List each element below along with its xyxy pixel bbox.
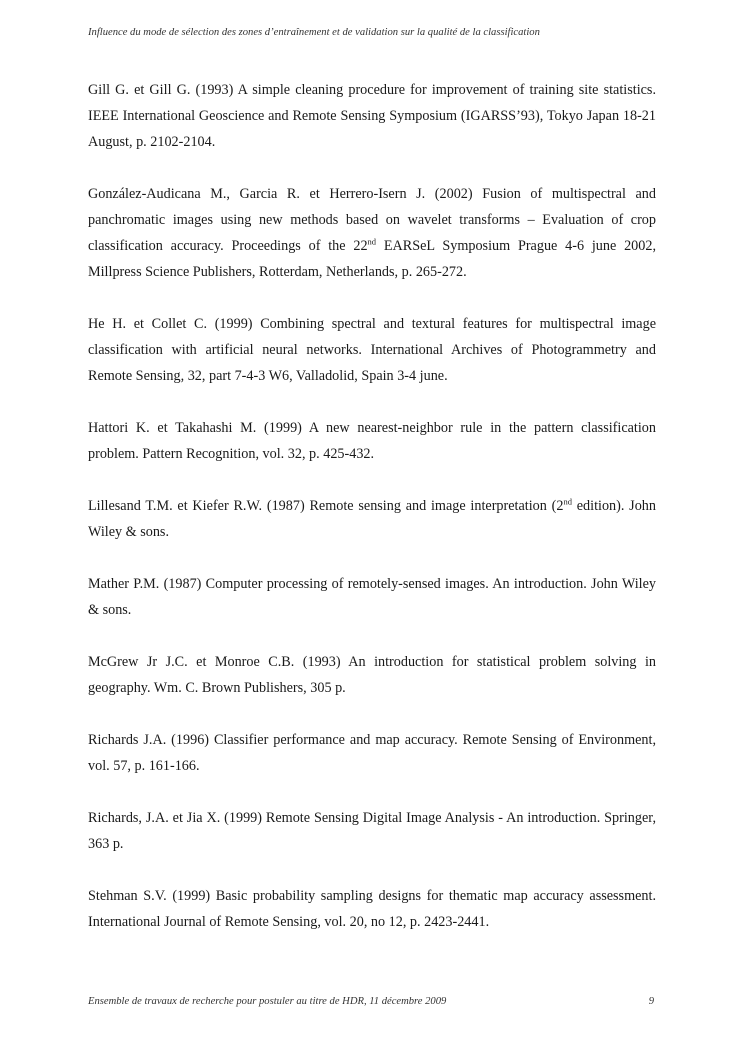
reference-richards-jia-1999: Richards, J.A. et Jia X. (1999) Remote Sensing Digital Image Analysis - An introduction. Springer, 363 p. <box>88 810 656 852</box>
reference-gonzalez-audicana-2002 <box>88 181 656 285</box>
page-number: 9 <box>648 996 654 1007</box>
ordinal-suffix: nd <box>367 236 377 247</box>
reference-text-part: Lillesand T.M. et Kiefer R.W. (1987) Remote sensing and image interpretation (2 <box>88 498 564 514</box>
reference-text-part: EARSeL Symposium Prague 4-6 june 2002, Millpress Science Publishers, Rotterdam, Netherlands, p. 265-272. <box>88 238 656 280</box>
ordinal-suffix: nd <box>563 496 572 507</box>
reference-text-part: edition). John Wiley & sons. <box>88 498 656 540</box>
reference-stehman-1999: Stehman S.V. (1999) Basic probability sampling designs for thematic map accuracy assessment. International Journal of Remote Sensing, vol. 20, no 12, p. 2423-2441. <box>88 888 656 930</box>
reference-lillesand-1987 <box>88 493 656 545</box>
reference-hattori-1999: Hattori K. et Takahashi M. (1999) A new nearest-neighbor rule in the pattern classification problem. Pattern Recognition, vol. 32, p. 425-432. <box>88 420 656 462</box>
footer-text: Ensemble de travaux de recherche pour postuler au titre de HDR, 11 décembre 2009 <box>88 996 447 1007</box>
reference-he-1999: He H. et Collet C. (1999) Combining spectral and textural features for multispectral image classification with artificial neural networks. International Archives of Photogrammetry and Remote Sensing, 32, part 7-4-3 W6, Valladolid, Spain 3-4 june. <box>88 316 656 384</box>
reference-list <box>88 77 656 961</box>
reference-richards-1996: Richards J.A. (1996) Classifier performance and map accuracy. Remote Sensing of Environment, vol. 57, p. 161-166. <box>88 732 656 774</box>
running-header: Influence du mode de sélection des zones d’entraînement et de validation sur la qualité de la classification <box>88 27 540 38</box>
reference-gill-1993: Gill G. et Gill G. (1993) A simple cleaning procedure for improvement of training site statistics. IEEE International Geoscience and Remote Sensing Symposium (IGARSS’93), Tokyo Japan 18-21 August, p. 2102-2104. <box>88 82 656 150</box>
reference-text-part: González-Audicana M., Garcia R. et Herrero-Isern J. (2002) Fusion of multispectral and panchromatic images using new methods based on wavelet transforms – Evaluation of crop classification accuracy. Proceedings of the 22 <box>88 186 656 254</box>
reference-mcgrew-1993: McGrew Jr J.C. et Monroe C.B. (1993) An introduction for statistical problem solving in geography. Wm. C. Brown Publishers, 305 p. <box>88 654 656 696</box>
reference-mather-1987: Mather P.M. (1987) Computer processing of remotely-sensed images. An introduction. John Wiley & sons. <box>88 576 656 618</box>
